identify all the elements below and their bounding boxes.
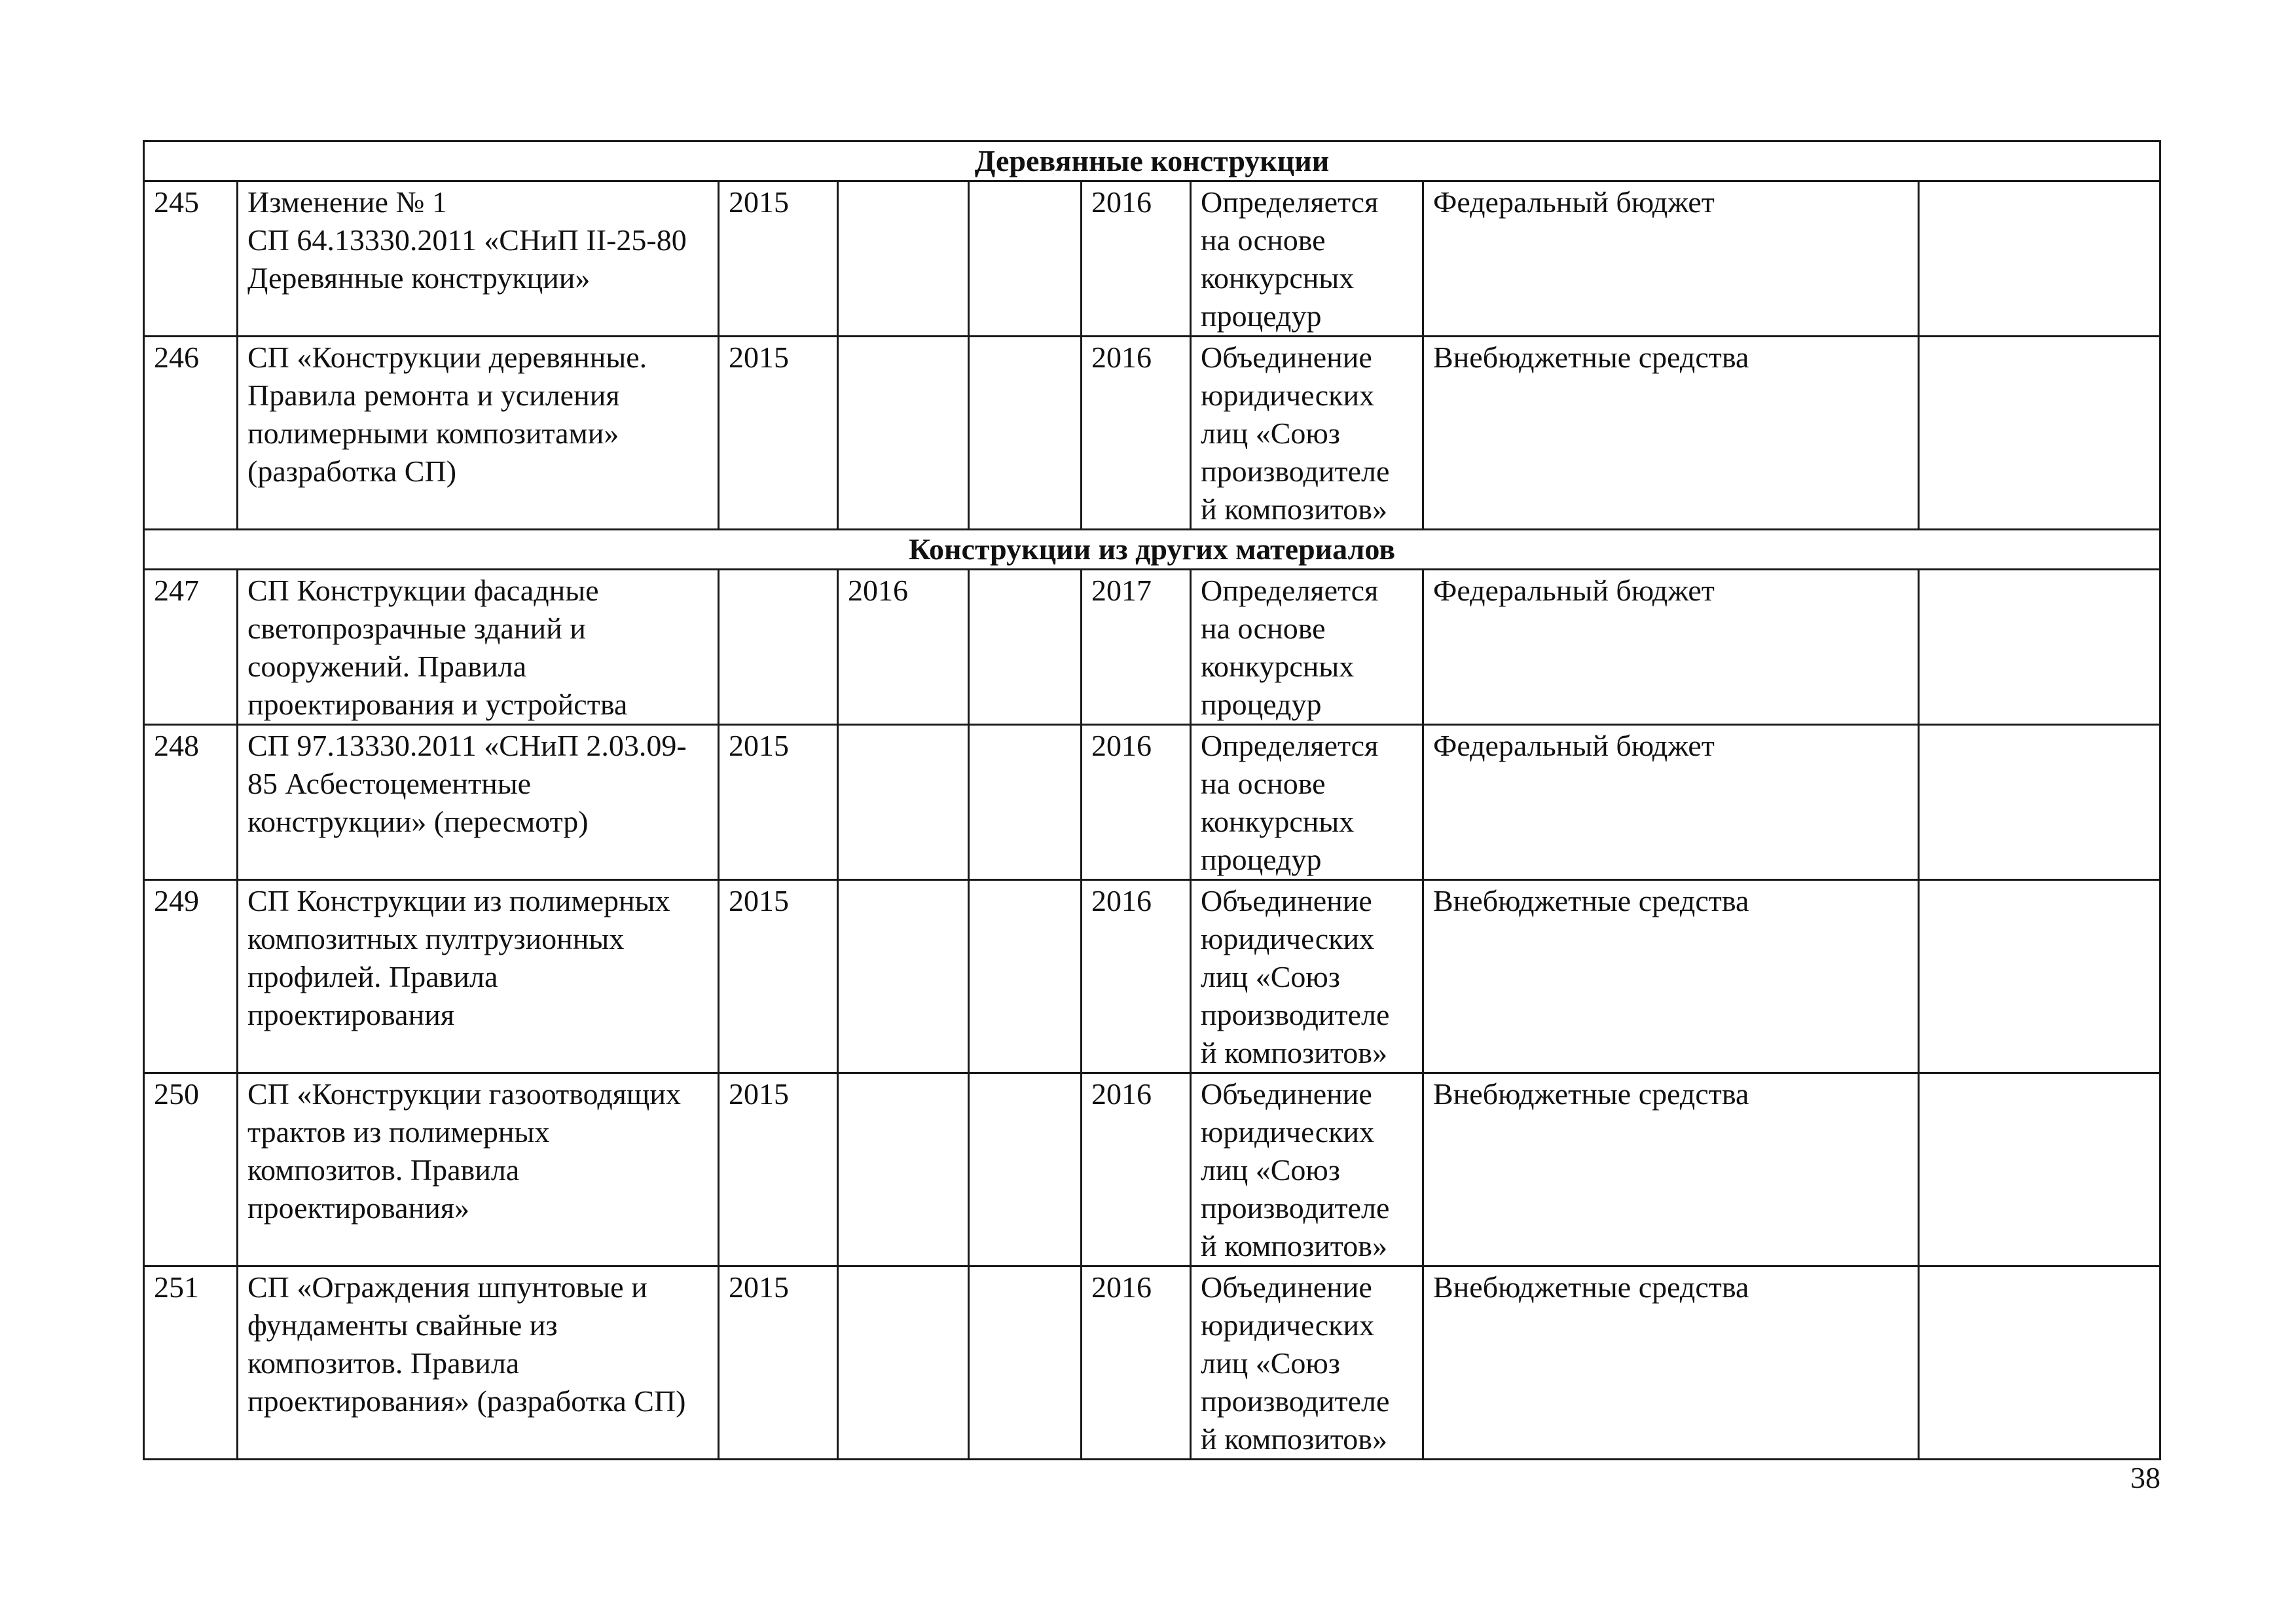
year-cell (838, 880, 969, 1073)
funding-source-cell: Федеральный бюджет (1423, 570, 1919, 725)
year-cell: 2015 (719, 1073, 838, 1266)
section-row (144, 530, 2160, 570)
note-cell (1919, 1266, 2160, 1460)
table-row (144, 1073, 2160, 1266)
section-title: Деревянные конструкции (144, 141, 2160, 181)
funding-source-cell: Внебюджетные средства (1423, 337, 1919, 530)
executor-cell: Определяется на основе конкурсных процедур (1191, 725, 1423, 880)
funding-source-cell: Внебюджетные средства (1423, 1266, 1919, 1460)
note-cell (1919, 181, 2160, 337)
year-cell (838, 337, 969, 530)
table-row (144, 570, 2160, 725)
section-title: Конструкции из других материалов (144, 530, 2160, 570)
row-number-cell: 246 (144, 337, 238, 530)
executor-cell: Объединение юридических лиц «Союз производителе й композитов» (1191, 880, 1423, 1073)
note-cell (1919, 570, 2160, 725)
year-cell (969, 337, 1082, 530)
year-cell: 2015 (719, 880, 838, 1073)
year-cell (969, 1266, 1082, 1460)
year-cell (969, 181, 1082, 337)
year-cell (719, 570, 838, 725)
section-row (144, 141, 2160, 181)
document-name-cell: Изменение № 1 СП 64.13330.2011 «СНиП II-25-80 Деревянные конструкции» (238, 181, 719, 337)
year-cell: 2015 (719, 725, 838, 880)
funding-source-cell: Внебюджетные средства (1423, 1073, 1919, 1266)
note-cell (1919, 337, 2160, 530)
document-name-cell: СП «Ограждения шпунтовые и фундаменты свайные из композитов. Правила проектирования» (разработка СП) (238, 1266, 719, 1460)
row-number-cell: 250 (144, 1073, 238, 1266)
funding-source-cell: Федеральный бюджет (1423, 181, 1919, 337)
table-row (144, 181, 2160, 337)
table-row (144, 880, 2160, 1073)
row-number-cell: 245 (144, 181, 238, 337)
year-cell (838, 1073, 969, 1266)
year-cell (969, 570, 1082, 725)
row-number-cell: 247 (144, 570, 238, 725)
funding-source-cell: Внебюджетные средства (1423, 880, 1919, 1073)
page-number: 38 (2130, 1461, 2160, 1494)
year-cell: 2016 (1082, 1073, 1191, 1266)
year-cell (838, 1266, 969, 1460)
document-name-cell: СП Конструкции из полимерных композитных пултрузионных профилей. Правила проектирования (238, 880, 719, 1073)
row-number-cell: 248 (144, 725, 238, 880)
year-cell: 2015 (719, 337, 838, 530)
document-name-cell: СП «Конструкции деревянные. Правила ремонта и усиления полимерными композитами» (разработка СП) (238, 337, 719, 530)
table-row (144, 1266, 2160, 1460)
table-row (144, 725, 2160, 880)
executor-cell: Объединение юридических лиц «Союз производителе й композитов» (1191, 1266, 1423, 1460)
year-cell: 2016 (1082, 1266, 1191, 1460)
year-cell (838, 181, 969, 337)
year-cell: 2017 (1082, 570, 1191, 725)
year-cell (969, 725, 1082, 880)
executor-cell: Объединение юридических лиц «Союз производителе й композитов» (1191, 337, 1423, 530)
year-cell: 2016 (1082, 725, 1191, 880)
year-cell (838, 725, 969, 880)
table-body (144, 141, 2160, 1460)
year-cell: 2016 (1082, 880, 1191, 1073)
year-cell: 2015 (719, 181, 838, 337)
document-name-cell: СП Конструкции фасадные светопрозрачные зданий и сооружений. Правила проектирования и устройства (238, 570, 719, 725)
row-number-cell: 251 (144, 1266, 238, 1460)
note-cell (1919, 880, 2160, 1073)
document-name-cell: СП «Конструкции газоотводящих трактов из полимерных композитов. Правила проектирования» (238, 1073, 719, 1266)
document-name-cell: СП 97.13330.2011 «СНиП 2.03.09-85 Асбестоцементные конструкции» (пересмотр) (238, 725, 719, 880)
row-number-cell: 249 (144, 880, 238, 1073)
note-cell (1919, 1073, 2160, 1266)
executor-cell: Объединение юридических лиц «Союз производителе й композитов» (1191, 1073, 1423, 1266)
standards-plan-table (143, 140, 2161, 1460)
year-cell: 2016 (838, 570, 969, 725)
year-cell: 2016 (1082, 181, 1191, 337)
funding-source-cell: Федеральный бюджет (1423, 725, 1919, 880)
executor-cell: Определяется на основе конкурсных процедур (1191, 570, 1423, 725)
table-row (144, 337, 2160, 530)
year-cell (969, 1073, 1082, 1266)
year-cell: 2015 (719, 1266, 838, 1460)
note-cell (1919, 725, 2160, 880)
year-cell (969, 880, 1082, 1073)
executor-cell: Определяется на основе конкурсных процедур (1191, 181, 1423, 337)
year-cell: 2016 (1082, 337, 1191, 530)
